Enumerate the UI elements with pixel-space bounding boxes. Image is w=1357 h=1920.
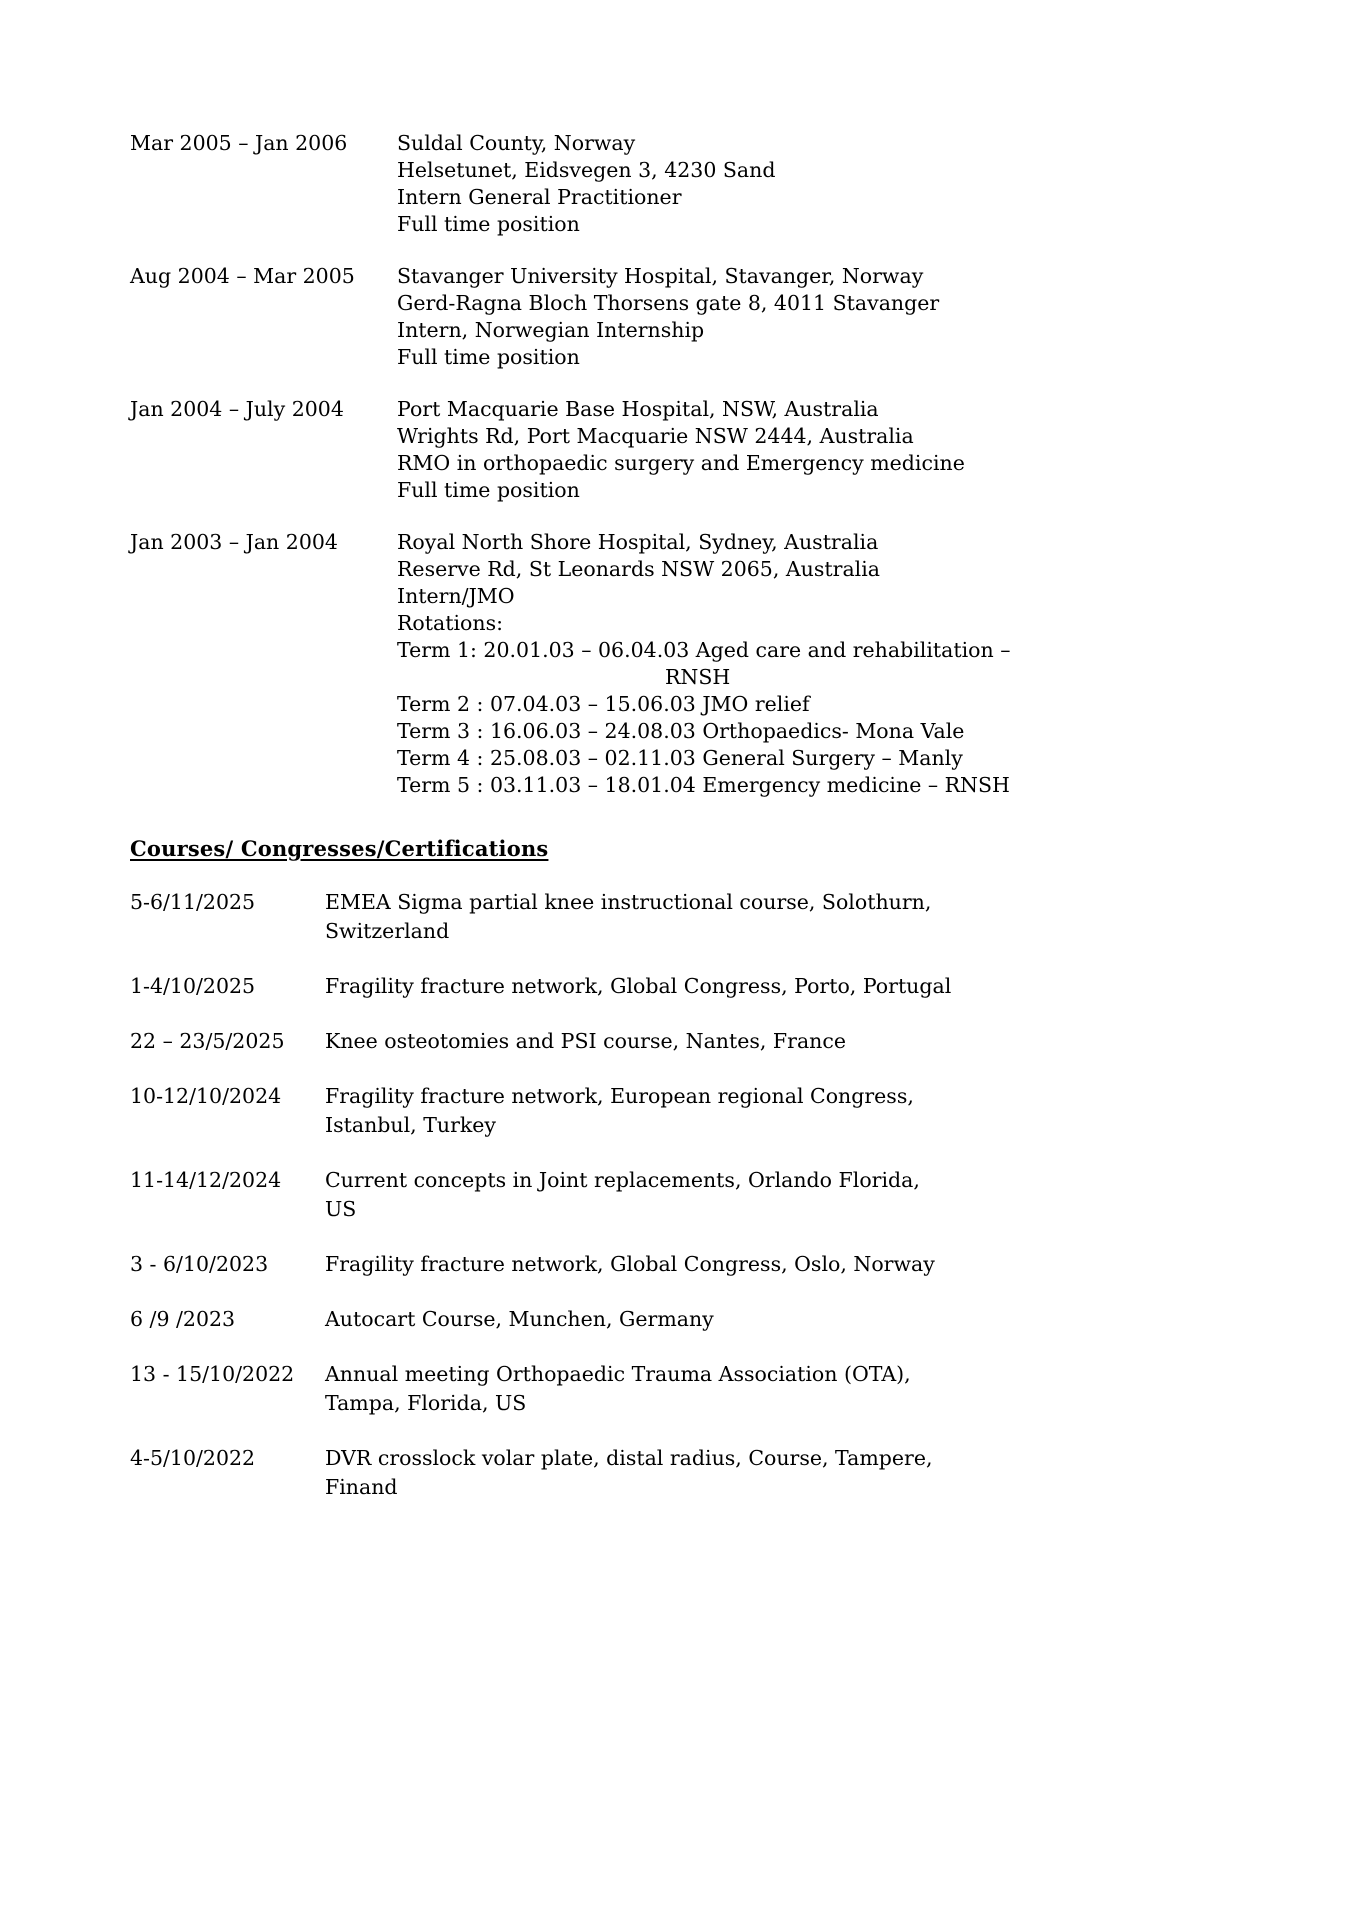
course-entry: [130, 888, 1227, 946]
experience-details: [397, 396, 1227, 504]
experience-details: [397, 529, 1227, 799]
experience-date: Jan 2004 – July 2004: [130, 397, 344, 421]
experience-line: Stavanger University Hospital, Stavanger, Norway: [397, 264, 924, 288]
experience-section: [130, 130, 1227, 799]
course-description: Fragility fracture network, Global Congress, Porto, Portugal: [325, 974, 952, 998]
course-entry: [130, 1444, 1227, 1502]
rotation-line: Term 1: 20.01.03 – 06.04.03 Aged care and rehabilitation –: [397, 638, 1011, 662]
course-date: 6 /9 /2023: [130, 1307, 236, 1331]
courses-section-heading: Courses/ Congresses/Certifications: [130, 836, 549, 861]
course-description: Fragility fracture network, European regional Congress, Istanbul, Turkey: [325, 1084, 914, 1137]
course-description: Autocart Course, Munchen, Germany: [325, 1307, 714, 1331]
course-entry: [130, 1360, 1227, 1418]
course-date: 1-4/10/2025: [130, 974, 256, 998]
experience-line: Full time position: [397, 478, 580, 502]
course-description: EMEA Sigma partial knee instructional course, Solothurn, Switzerland: [325, 890, 932, 943]
experience-line: Royal North Shore Hospital, Sydney, Australia: [397, 530, 879, 554]
course-entry: [130, 1305, 1227, 1334]
experience-line: Wrights Rd, Port Macquarie NSW 2444, Australia: [397, 424, 914, 448]
course-entry: [130, 972, 1227, 1001]
experience-details: [397, 130, 1227, 238]
experience-line: Reserve Rd, St Leonards NSW 2065, Australia: [397, 557, 881, 581]
course-description: Current concepts in Joint replacements, Orlando Florida, US: [325, 1168, 920, 1221]
rotation-line: Term 2 : 07.04.03 – 15.06.03 JMO relief: [397, 692, 810, 716]
experience-line: Suldal County, Norway: [397, 131, 636, 155]
rotation-line-continuation: RNSH: [665, 665, 731, 689]
course-description: Annual meeting Orthopaedic Trauma Association (OTA), Tampa, Florida, US: [325, 1362, 911, 1415]
course-date: 10-12/10/2024: [130, 1084, 282, 1108]
experience-entry: [130, 263, 1227, 371]
rotation-line: Term 4 : 25.08.03 – 02.11.03 General Surgery – Manly: [397, 746, 963, 770]
experience-line: Intern General Practitioner: [397, 185, 682, 209]
rotation-line: Term 5 : 03.11.03 – 18.01.04 Emergency medicine – RNSH: [397, 773, 1010, 797]
experience-date: Aug 2004 – Mar 2005: [130, 264, 355, 288]
experience-line: Intern/JMO: [397, 584, 515, 608]
course-description: Knee osteotomies and PSI course, Nantes, France: [325, 1029, 846, 1053]
course-description: Fragility fracture network, Global Congress, Oslo, Norway: [325, 1252, 935, 1276]
course-entry: [130, 1082, 1227, 1140]
course-date: 22 – 23/5/2025: [130, 1029, 285, 1053]
experience-entry: [130, 396, 1227, 504]
rotation-line: Term 3 : 16.06.03 – 24.08.03 Orthopaedics- Mona Vale: [397, 719, 965, 743]
experience-details: [397, 263, 1227, 371]
experience-date: Mar 2005 – Jan 2006: [130, 131, 348, 155]
course-description: DVR crosslock volar plate, distal radius, Course, Tampere, Finand: [325, 1446, 933, 1499]
experience-line: Port Macquarie Base Hospital, NSW, Australia: [397, 397, 879, 421]
experience-line: Full time position: [397, 212, 580, 236]
courses-section: [130, 888, 1227, 1502]
experience-entry: [130, 529, 1227, 799]
course-date: 3 - 6/10/2023: [130, 1252, 269, 1276]
course-entry: [130, 1166, 1227, 1224]
experience-line: Intern, Norwegian Internship: [397, 318, 705, 342]
experience-line: Helsetunet, Eidsvegen 3, 4230 Sand: [397, 158, 776, 182]
experience-entry: [130, 130, 1227, 238]
course-date: 11-14/12/2024: [130, 1168, 282, 1192]
experience-date: Jan 2003 – Jan 2004: [130, 530, 338, 554]
experience-line: Gerd-Ragna Bloch Thorsens gate 8, 4011 Stavanger: [397, 291, 940, 315]
course-entry: [130, 1027, 1227, 1056]
experience-line: RMO in orthopaedic surgery and Emergency medicine: [397, 451, 965, 475]
experience-line: Rotations:: [397, 611, 504, 635]
experience-line: Full time position: [397, 345, 580, 369]
course-date: 13 - 15/10/2022: [130, 1362, 295, 1386]
course-date: 5-6/11/2025: [130, 890, 256, 914]
course-entry: [130, 1250, 1227, 1279]
course-date: 4-5/10/2022: [130, 1446, 256, 1470]
